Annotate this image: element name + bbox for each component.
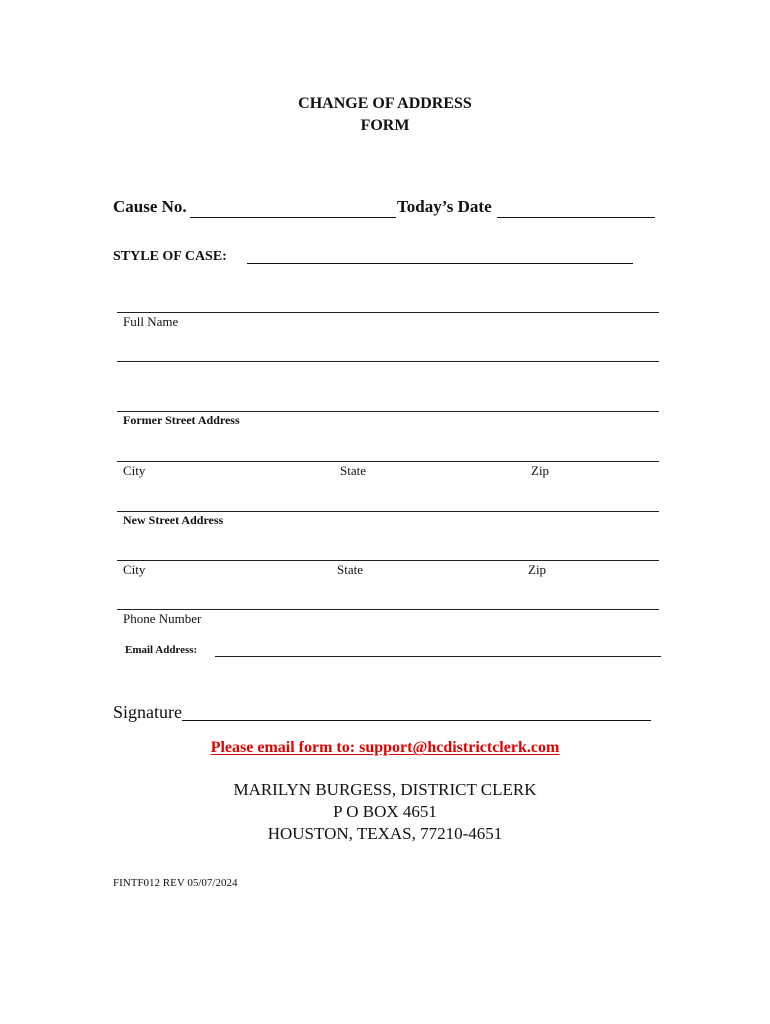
former-street-line [117, 411, 659, 412]
signature-input[interactable] [182, 702, 652, 722]
former-street-input[interactable] [117, 391, 661, 411]
form-title-line1: CHANGE OF ADDRESS [298, 95, 472, 112]
full-name-line [117, 312, 659, 313]
cause-no-label: Cause No. [113, 197, 187, 216]
new-state-label: State [337, 562, 363, 577]
blank-line [117, 361, 659, 362]
email-underline [215, 656, 661, 657]
new-street-input[interactable] [117, 490, 661, 510]
former-city-state-zip-input[interactable] [117, 441, 661, 461]
phone-input[interactable] [117, 589, 661, 609]
former-city-label: City [123, 463, 146, 478]
style-of-case-label: STYLE OF CASE: [113, 249, 227, 264]
new-city-label: City [123, 562, 146, 577]
mailing-address-line2: P O BOX 4651 [333, 802, 437, 821]
new-street-label: New Street Address [123, 513, 224, 527]
email-label: Email Address: [125, 644, 198, 656]
cause-no-input[interactable] [190, 198, 398, 218]
todays-date-underline [497, 217, 655, 218]
email-instruction[interactable]: Please email form to: support@hcdistrictclerk.com [210, 739, 560, 756]
full-name-label: Full Name [123, 314, 179, 329]
new-city-state-zip-line [117, 560, 659, 561]
former-street-label: Former Street Address [123, 413, 240, 427]
mailing-address-line1: MARILYN BURGESS, DISTRICT CLERK [233, 780, 537, 799]
cause-no-underline [190, 217, 396, 218]
phone-line [117, 609, 659, 610]
form-title-line2: FORM [360, 117, 410, 134]
style-of-case-underline [247, 263, 633, 264]
former-zip-label: Zip [531, 463, 550, 478]
todays-date-input[interactable] [497, 198, 657, 218]
signature-underline [182, 720, 651, 721]
former-state-label: State [340, 463, 366, 478]
form-id-footer: FINTF012 REV 05/07/2024 [113, 877, 238, 889]
phone-label: Phone Number [123, 611, 202, 626]
new-zip-label: Zip [528, 562, 547, 577]
signature-label: Signature [113, 702, 182, 722]
todays-date-label: Today’s Date [397, 197, 492, 216]
new-street-line [117, 511, 659, 512]
new-city-state-zip-input[interactable] [117, 540, 661, 560]
full-name-input[interactable] [117, 292, 661, 312]
mailing-address-line3: HOUSTON, TEXAS, 77210-4651 [267, 824, 503, 843]
form-title [0, 93, 770, 137]
former-city-state-zip-line [117, 461, 659, 462]
mailing-address [0, 779, 770, 845]
